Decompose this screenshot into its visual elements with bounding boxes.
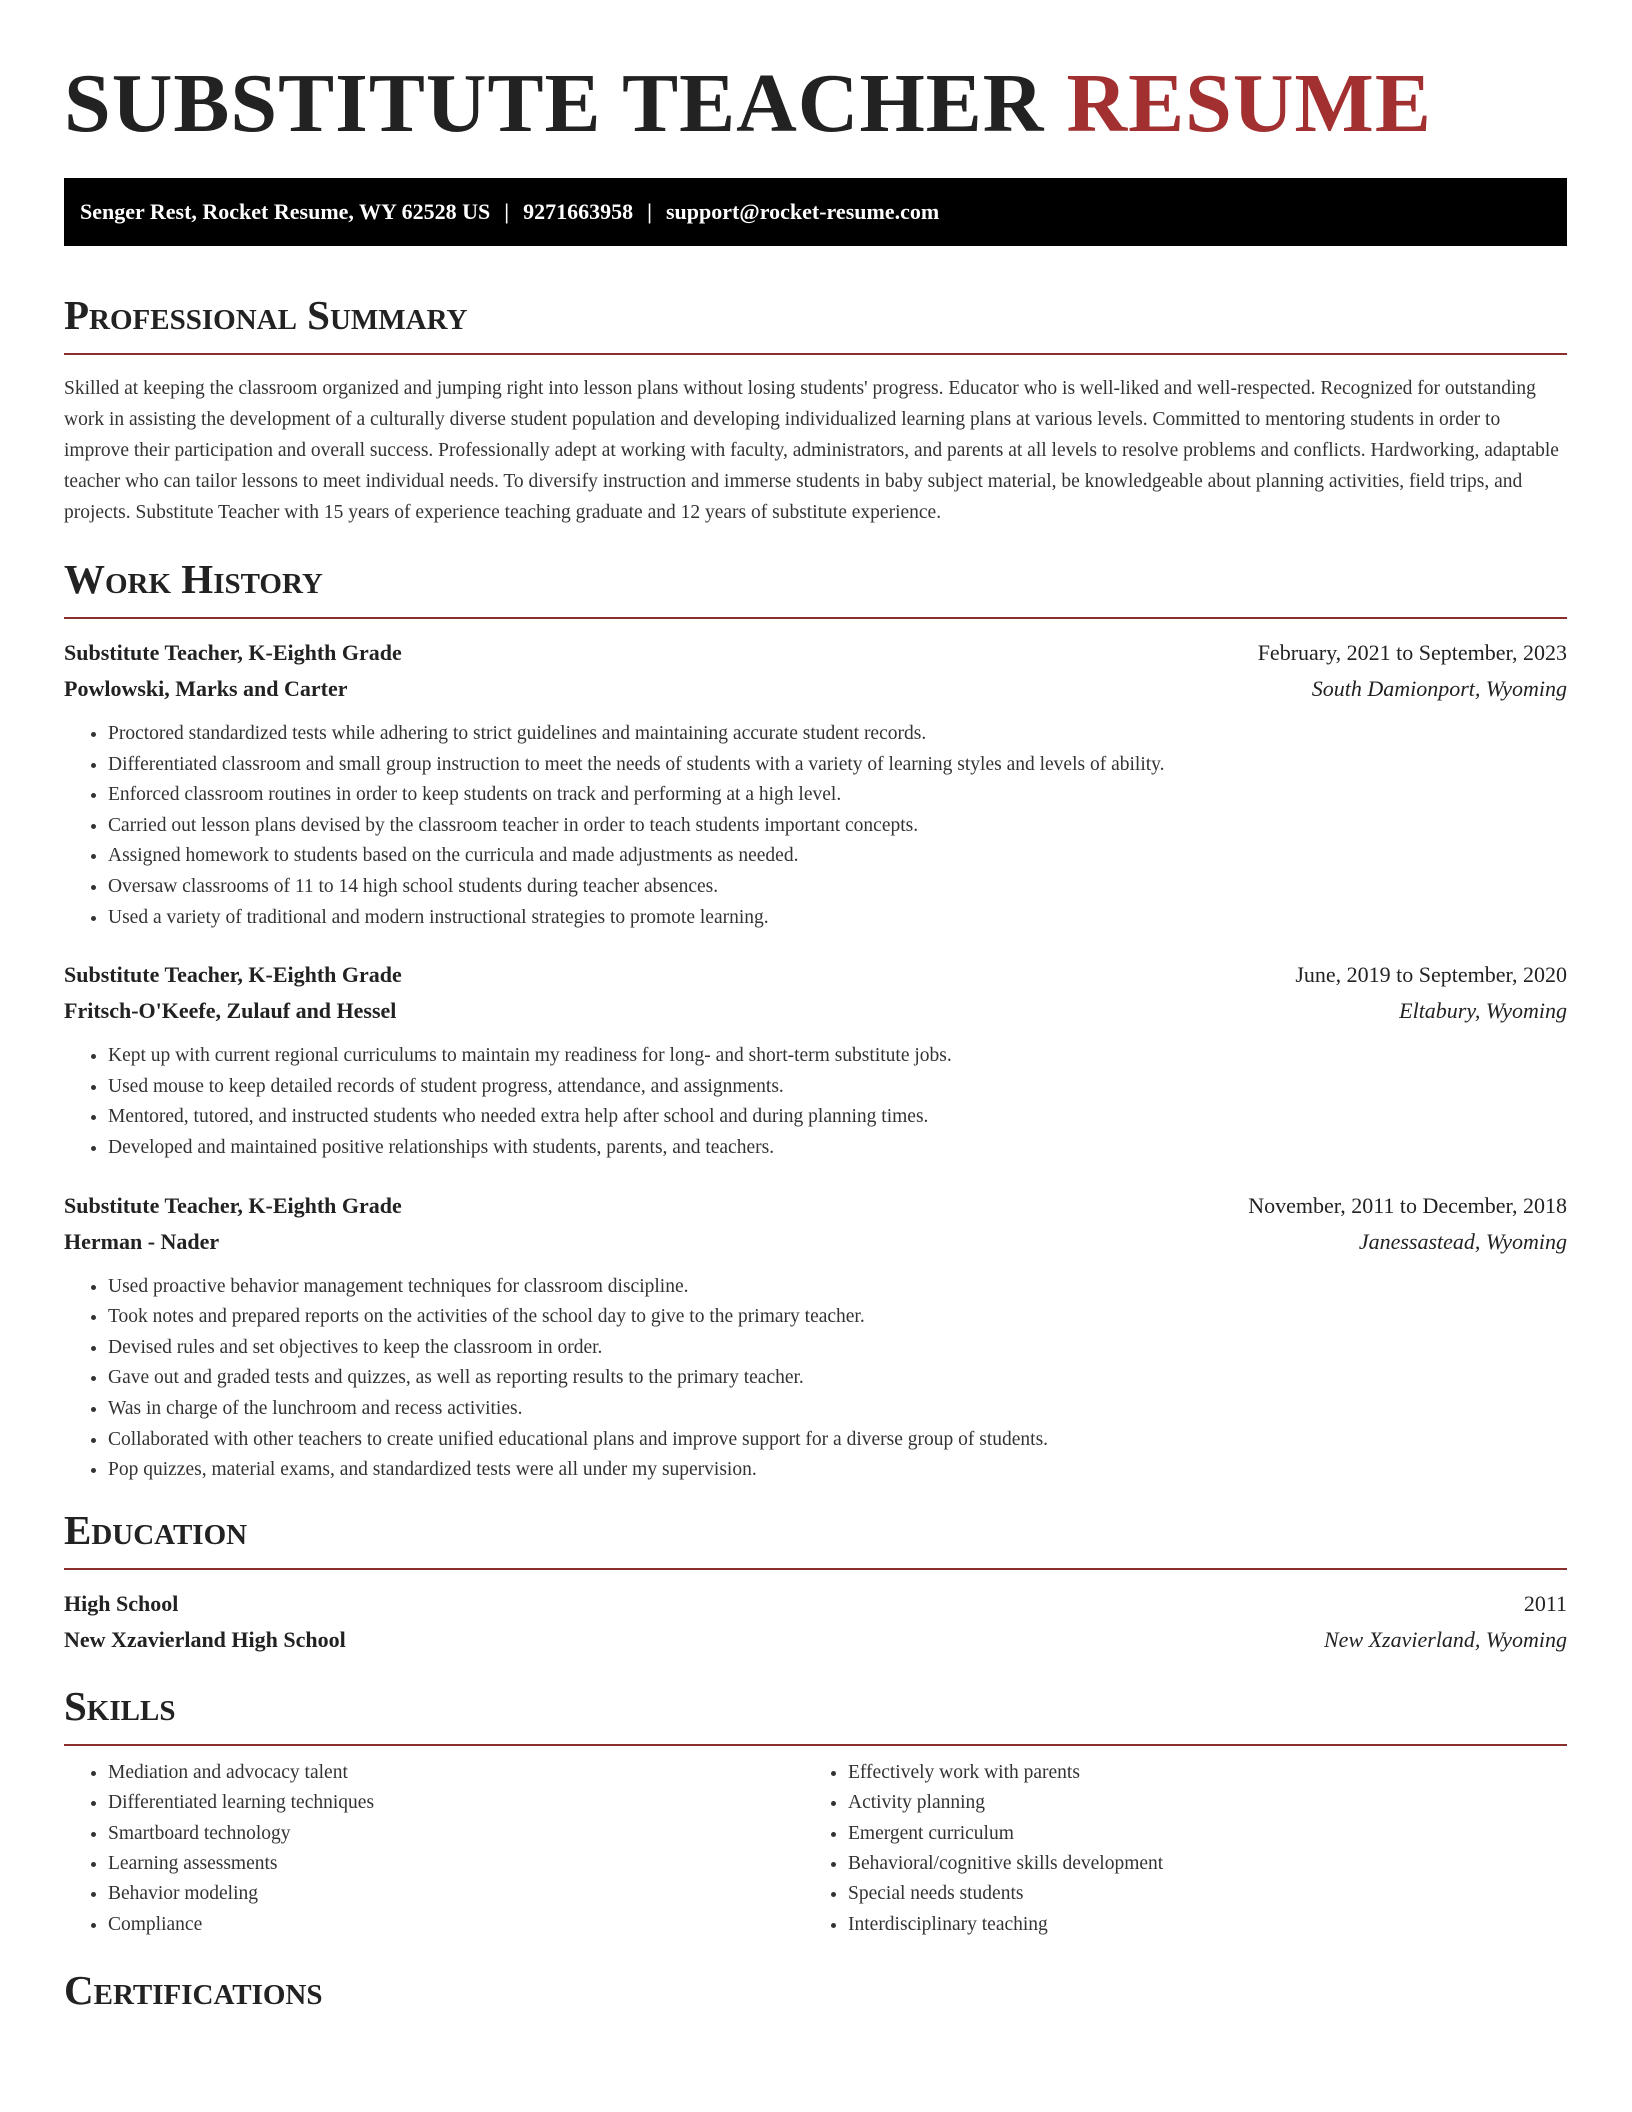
summary-heading: Professional Summary bbox=[64, 291, 1567, 355]
skills-list-right bbox=[804, 1758, 1544, 1940]
job-entry bbox=[64, 1188, 1567, 1486]
list-item: • Assigned homework to students based on the curricula and made adjustments as needed. bbox=[108, 841, 1567, 872]
list-item: • Developed and maintained positive relationships with students, parents, and teachers. bbox=[108, 1133, 1567, 1164]
list-item: • Smartboard technology bbox=[108, 1819, 804, 1849]
contact-bar bbox=[64, 178, 1567, 246]
job-company: Fritsch-O'Keefe, Zulauf and Hessel bbox=[64, 998, 397, 1024]
list-item: • Pop quizzes, material exams, and standardized tests were all under my supervision. bbox=[108, 1455, 1567, 1486]
contact-separator: | bbox=[504, 199, 510, 224]
list-item: • Differentiated learning techniques bbox=[108, 1788, 804, 1818]
list-item: • Was in charge of the lunchroom and recess activities. bbox=[108, 1394, 1567, 1425]
certifications-heading: Certifications bbox=[64, 1967, 323, 2014]
list-item: • Used mouse to keep detailed records of student progress, attendance, and assignments. bbox=[108, 1072, 1567, 1103]
list-item: • Learning assessments bbox=[108, 1849, 804, 1879]
job-dates: November, 2011 to December, 2018 bbox=[1248, 1192, 1567, 1218]
education-degree: High School bbox=[64, 1590, 179, 1616]
list-item: • Behavior modeling bbox=[108, 1879, 804, 1909]
education-entry bbox=[64, 1586, 1567, 1658]
contact-email: support@rocket-resume.com bbox=[665, 199, 940, 224]
work-history-heading: Work History bbox=[64, 555, 1567, 619]
job-company: Powlowski, Marks and Carter bbox=[64, 676, 348, 701]
work-history-section bbox=[64, 555, 1567, 1486]
education-year: 2011 bbox=[1523, 1590, 1567, 1616]
list-item: • Gave out and graded tests and quizzes, as well as reporting results to the primary teacher. bbox=[108, 1363, 1567, 1394]
education-heading: Education bbox=[64, 1506, 1567, 1570]
education-school: New Xzavierland High School bbox=[64, 1626, 346, 1652]
list-item: • Emergent curriculum bbox=[848, 1819, 1544, 1849]
job-title: Substitute Teacher, K-Eighth Grade bbox=[64, 640, 402, 665]
list-item: • Collaborated with other teachers to create unified educational plans and improve support for a diverse group of students. bbox=[108, 1425, 1567, 1456]
job-title-row bbox=[64, 957, 1567, 993]
skills-list-left bbox=[64, 1758, 804, 1940]
job-bullets bbox=[64, 719, 1567, 933]
job-title-row bbox=[64, 635, 1567, 671]
job-entry bbox=[64, 957, 1567, 1163]
list-item: • Effectively work with parents bbox=[848, 1758, 1544, 1788]
summary-section bbox=[64, 291, 1567, 528]
job-dates: February, 2021 to September, 2023 bbox=[1257, 640, 1567, 665]
education-section bbox=[64, 1506, 1567, 1658]
education-location: New Xzavierland, Wyoming bbox=[1324, 1626, 1567, 1652]
list-item: • Proctored standardized tests while adhering to strict guidelines and maintaining accurate student records. bbox=[108, 719, 1567, 750]
list-item: • Enforced classroom routines in order to keep students on track and performing at a high level. bbox=[108, 780, 1567, 811]
job-company-row bbox=[64, 671, 1567, 707]
list-item: • Carried out lesson plans devised by the classroom teacher in order to teach students important concepts. bbox=[108, 811, 1567, 842]
certifications-section bbox=[64, 1966, 1567, 2028]
skills-heading: Skills bbox=[64, 1682, 1567, 1746]
job-location: Eltabury, Wyoming bbox=[1399, 998, 1567, 1024]
list-item: • Used proactive behavior management techniques for classroom discipline. bbox=[108, 1272, 1567, 1303]
list-item: • Differentiated classroom and small group instruction to meet the needs of students with a variety of learning styles and levels of ability. bbox=[108, 750, 1567, 781]
contact-phone: 9271663958 bbox=[523, 199, 634, 224]
education-degree-row bbox=[64, 1586, 1567, 1622]
title-main: SUBSTITUTE TEACHER bbox=[64, 57, 1045, 150]
job-title: Substitute Teacher, K-Eighth Grade bbox=[64, 1192, 402, 1218]
list-item: • Mentored, tutored, and instructed students who needed extra help after school and during planning times. bbox=[108, 1102, 1567, 1133]
list-item: • Activity planning bbox=[848, 1788, 1544, 1818]
list-item: • Compliance bbox=[108, 1910, 804, 1940]
list-item: • Kept up with current regional curriculums to maintain my readiness for long- and short-term substitute jobs. bbox=[108, 1041, 1567, 1072]
list-item: • Interdisciplinary teaching bbox=[848, 1910, 1544, 1940]
job-location: South Damionport, Wyoming bbox=[1311, 676, 1567, 701]
list-item: • Used a variety of traditional and modern instructional strategies to promote learning. bbox=[108, 903, 1567, 934]
job-entry bbox=[64, 635, 1567, 933]
resume-title bbox=[64, 0, 1567, 152]
list-item: • Took notes and prepared reports on the activities of the school day to give to the primary teacher. bbox=[108, 1302, 1567, 1333]
job-bullets bbox=[64, 1041, 1567, 1163]
list-item: • Mediation and advocacy talent bbox=[108, 1758, 804, 1788]
job-company-row bbox=[64, 993, 1567, 1029]
skills-grid bbox=[64, 1758, 1567, 1940]
job-bullets bbox=[64, 1272, 1567, 1486]
list-item: • Special needs students bbox=[848, 1879, 1544, 1909]
contact-address: Senger Rest, Rocket Resume, WY 62528 US bbox=[80, 199, 491, 224]
job-company-row bbox=[64, 1224, 1567, 1260]
job-title: Substitute Teacher, K-Eighth Grade bbox=[64, 962, 402, 988]
list-item: • Devised rules and set objectives to keep the classroom in order. bbox=[108, 1333, 1567, 1364]
job-company: Herman - Nader bbox=[64, 1228, 220, 1254]
contact-separator: | bbox=[647, 199, 652, 224]
job-location: Janessastead, Wyoming bbox=[1358, 1228, 1567, 1254]
job-title-row bbox=[64, 1188, 1567, 1224]
list-item: • Behavioral/cognitive skills development bbox=[848, 1849, 1544, 1879]
resume-page bbox=[64, 0, 1567, 2028]
job-dates: June, 2019 to September, 2020 bbox=[1295, 962, 1567, 988]
education-school-row bbox=[64, 1622, 1567, 1658]
list-item: • Oversaw classrooms of 11 to 14 high school students during teacher absences. bbox=[108, 872, 1567, 903]
summary-text: Skilled at keeping the classroom organized and jumping right into lesson plans without losing students' progress. Educator who is well-liked and well-respected. Recognized for outstanding work in assisting the development of a culturally diverse student population and developing individualized learning plans at various levels. Committed to mentoring students in order to improve their participation and overall success. Professionally adept at working with faculty, administrators, and parents at all levels to resolve problems and conflicts. Hardworking, adaptable teacher who can tailor lessons to meet individual needs. To diversify instruction and immerse students in baby subject material, be knowledgeable about planning activities, field trips, and projects. Substitute Teacher with 15 years of experience teaching graduate and 12 years of substitute experience. bbox=[64, 378, 1559, 523]
title-accent: RESUME bbox=[1066, 57, 1432, 150]
skills-section bbox=[64, 1682, 1567, 1940]
